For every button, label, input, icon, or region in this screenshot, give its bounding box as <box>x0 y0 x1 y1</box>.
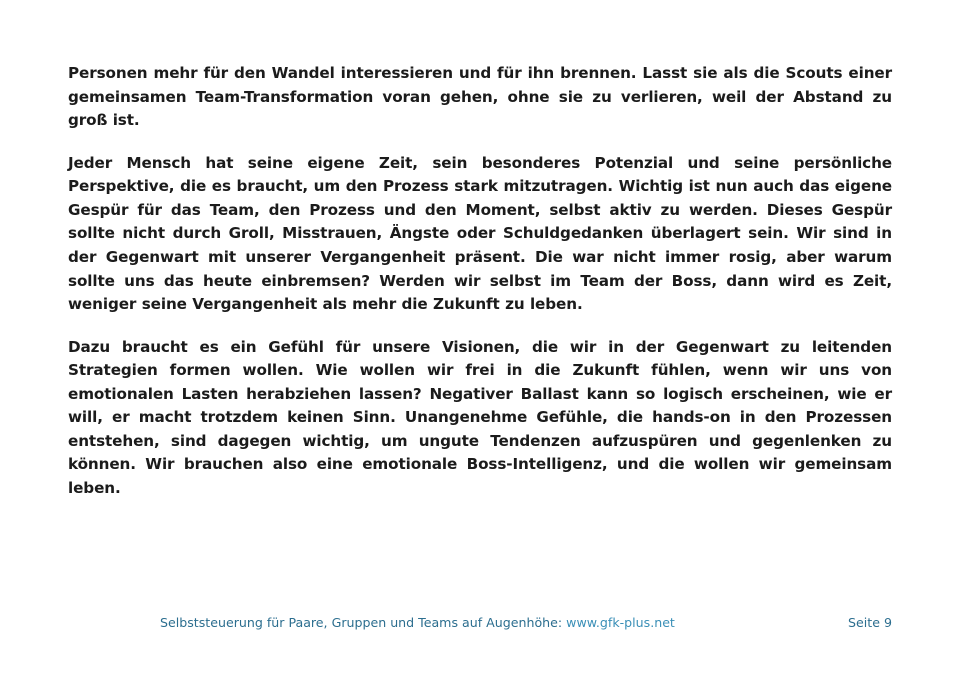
footer-url[interactable]: www.gfk-plus.net <box>566 615 675 630</box>
paragraph-2: Jeder Mensch hat seine eigene Zeit, sein besonderes Potenzial und seine persönliche Perspektive, die es braucht, um den Prozess stark mitzutragen. Wichtig ist nun auch das eigene Gespür für das Team, den Prozess und den Moment, selbst aktiv zu werden. Dieses Gespür sollte nicht durch Groll, Misstrauen, Ängste oder Schuldgedanken überlagert sein. Wir sind in der Gegenwart mit unserer Vergangenheit präsent. Die war nicht immer rosig, aber warum sollte uns das heute einbremsen? Werden wir selbst im Team der Boss, dann wird es Zeit, weniger seine Vergangenheit als mehr die Zukunft zu leben. <box>68 153 892 314</box>
paragraph-1: Personen mehr für den Wandel interessieren und für ihn brennen. Lasst sie als die Scouts einer gemeinsamen Team-Transformation voran gehen, ohne sie zu verlieren, weil der Abstand zu groß ist. <box>68 64 892 130</box>
paragraph-3: Dazu braucht es ein Gefühl für unsere Visionen, die wir in der Gegenwart zu leitenden Strategien formen wollen. Wie wollen wir frei in die Zukunft fühlen, wenn wir uns von emotionalen Lasten herabziehen lassen? Negativer Ballast kann so logisch erscheinen, wie er will, er macht trotzdem keinen Sinn. Unangenehme Gefühle, die hands-on in den Prozessen entstehen, sind dagegen wichtig, um ungute Tendenzen aufzuspüren und gegenlenken zu können. Wir brauchen also eine emotionale Boss-Intelligenz, und die wollen wir gemeinsam leben. <box>68 337 892 497</box>
footer-caption-text: Selbststeuerung für Paare, Gruppen und Teams auf Augenhöhe: <box>160 615 563 630</box>
page-number: Seite 9 <box>848 615 892 630</box>
page-body-text <box>68 62 892 501</box>
page-footer <box>0 615 960 639</box>
footer-caption <box>160 615 675 630</box>
